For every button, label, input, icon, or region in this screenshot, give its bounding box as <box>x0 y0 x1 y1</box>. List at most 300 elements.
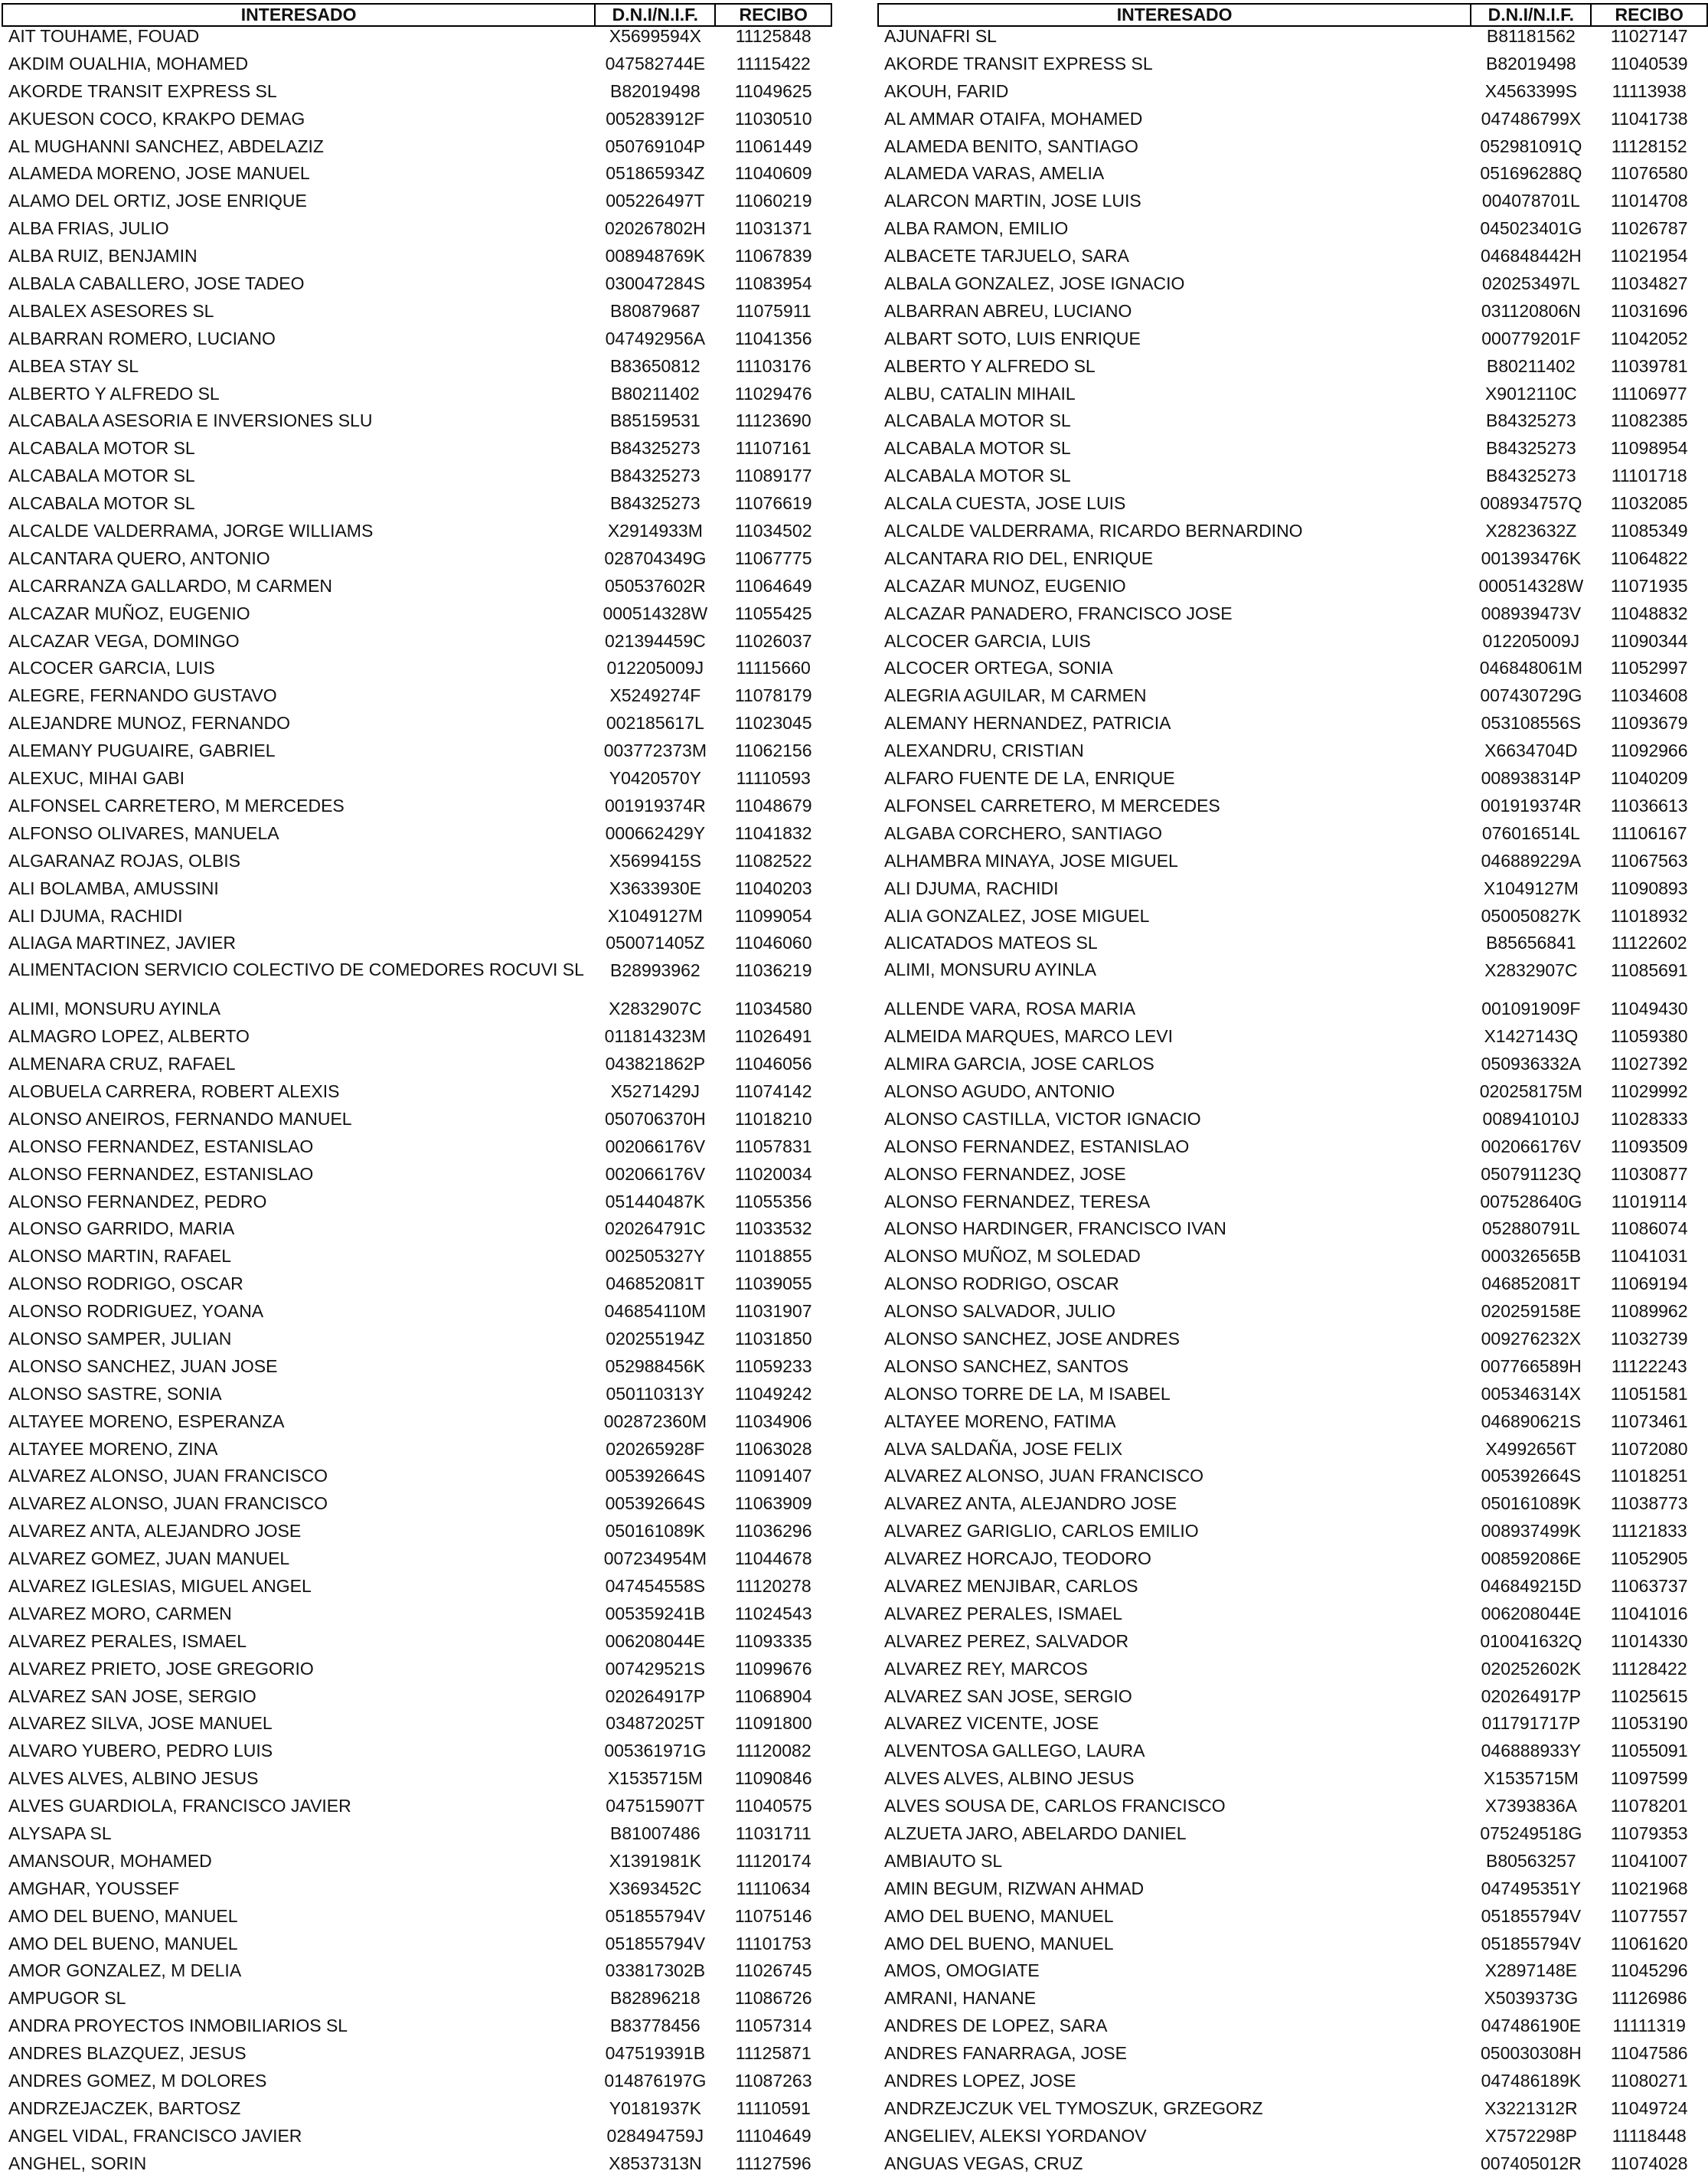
table-row <box>2 659 831 686</box>
table-row <box>2 2099 831 2127</box>
interesado-cell: ALVAREZ PRIETO, JOSE GREGORIO <box>8 1658 314 1679</box>
table-row <box>878 1989 1707 2016</box>
recibo-cell: 11069194 <box>1610 1273 1688 1294</box>
interesado-cell: ALVAREZ SAN JOSE, SERGIO <box>884 1685 1132 1706</box>
table-row <box>878 82 1707 110</box>
recibo-cell: 11014708 <box>1610 191 1688 211</box>
dni-cell: 046849215D <box>1480 1575 1582 1596</box>
dni-cell: X1535715M <box>607 1768 703 1789</box>
recibo-cell: 11127596 <box>735 2153 812 2173</box>
recibo-cell: 11125871 <box>735 2043 812 2064</box>
table-row <box>2 769 831 796</box>
table-row <box>2 1054 831 1082</box>
recibo-cell: 11115422 <box>736 53 811 74</box>
recibo-cell: 11031711 <box>735 1823 812 1843</box>
dni-cell: X1049127M <box>1483 878 1579 898</box>
recibo-cell: 11018932 <box>1610 905 1688 926</box>
interesado-cell: ALAMEDA MORENO, JOSE MANUEL <box>8 163 310 184</box>
recibo-cell: 11041031 <box>1610 1246 1688 1267</box>
table-row <box>2 329 831 357</box>
table-row <box>878 1522 1707 1549</box>
interesado-cell: ALBALA CABALLERO, JOSE TADEO <box>8 273 305 294</box>
interesado-cell: ALCABALA MOTOR SL <box>8 466 195 486</box>
interesado-cell: ALVAREZ PERALES, ISMAEL <box>884 1603 1123 1623</box>
interesado-cell: ALLENDE VARA, ROSA MARIA <box>884 999 1136 1019</box>
table-row <box>878 659 1707 686</box>
table-row <box>878 741 1707 769</box>
recibo-cell: 11042052 <box>1610 328 1688 348</box>
interesado-cell: ALIAGA MARTINEZ, JAVIER <box>8 933 236 953</box>
recibo-cell: 11099676 <box>734 1658 812 1679</box>
recibo-cell: 11091407 <box>734 1466 812 1486</box>
recibo-cell: 11093335 <box>734 1630 812 1651</box>
table-row <box>878 1741 1707 1769</box>
dni-cell: 008938314P <box>1481 768 1582 789</box>
dni-cell: 001919374R <box>1480 795 1582 816</box>
dni-cell: 001393476K <box>1481 548 1582 568</box>
table-row <box>2 2154 831 2182</box>
interesado-cell: ALFONSEL CARRETERO, M MERCEDES <box>8 795 345 816</box>
table-row <box>878 1440 1707 1467</box>
right-table <box>877 3 1708 2182</box>
interesado-cell: ALVAREZ SILVA, JOSE MANUEL <box>8 1713 273 1734</box>
dni-cell: X9012110C <box>1484 383 1577 404</box>
table-row <box>878 1494 1707 1522</box>
dni-cell: 046848061M <box>1479 658 1582 678</box>
table-row <box>2 164 831 191</box>
interesado-cell: ANGELIEV, ALEKSI YORDANOV <box>884 2125 1147 2146</box>
interesado-cell: ALCABALA MOTOR SL <box>884 438 1071 459</box>
recibo-cell: 11103176 <box>735 355 812 376</box>
table-row <box>878 1110 1707 1137</box>
recibo-cell: 11018855 <box>734 1246 812 1267</box>
recibo-cell: 11026037 <box>734 630 812 651</box>
table-row <box>878 1687 1707 1715</box>
recibo-cell: 11060219 <box>734 191 812 211</box>
recibo-cell: 11110591 <box>736 2097 811 2118</box>
interesado-cell: ALFARO FUENTE DE LA, ENRIQUE <box>884 768 1175 789</box>
interesado-cell: AMANSOUR, MOHAMED <box>8 1850 212 1871</box>
dni-cell: 047582744E <box>605 53 706 74</box>
recibo-cell: 11030877 <box>1610 1163 1688 1184</box>
table-row <box>2 274 831 302</box>
recibo-cell: 11104649 <box>735 2125 812 2146</box>
interesado-cell: ALAMO DEL ORTIZ, JOSE ENRIQUE <box>8 191 307 211</box>
dni-cell: 046854110M <box>604 1301 707 1322</box>
table-row <box>2 466 831 494</box>
table-row <box>2 54 831 82</box>
recibo-cell: 11039781 <box>1610 355 1688 376</box>
interesado-cell: AMO DEL BUENO, MANUEL <box>884 1905 1114 1926</box>
recibo-cell: 11080271 <box>1610 2071 1688 2091</box>
recibo-cell: 11076580 <box>1610 163 1688 184</box>
dni-cell: B85159531 <box>610 410 701 431</box>
table-row <box>2 494 831 521</box>
table-row <box>2 1412 831 1440</box>
left-header-row <box>2 4 831 26</box>
left-table <box>2 3 832 2182</box>
interesado-cell: ALYSAPA SL <box>8 1823 112 1843</box>
dni-cell: 007766589H <box>1480 1355 1582 1376</box>
dni-cell: 008948769K <box>605 246 706 266</box>
interesado-cell: ALIMI, MONSURU AYINLA <box>8 999 220 1019</box>
table-row <box>2 1522 831 1549</box>
recibo-cell: 11046060 <box>734 933 812 953</box>
table-row <box>2 219 831 247</box>
interesado-cell: ANGEL VIDAL, FRANCISCO JAVIER <box>8 2125 302 2146</box>
dni-cell: B28993962 <box>610 960 701 981</box>
interesado-cell: ALMAGRO LOPEZ, ALBERTO <box>8 1026 250 1047</box>
interesado-cell: ALONSO SANCHEZ, SANTOS <box>884 1355 1129 1376</box>
dni-cell: 050537602R <box>604 575 706 596</box>
recibo-cell: 11113938 <box>1612 80 1687 101</box>
header-interesado: INTERESADO <box>878 4 1471 26</box>
table-row <box>2 852 831 879</box>
dni-cell: 028704349G <box>604 548 707 568</box>
dni-cell: 051855794V <box>1481 1905 1582 1926</box>
dni-cell: 008934757Q <box>1480 493 1582 514</box>
interesado-cell: ALVAREZ ANTA, ALEJANDRO JOSE <box>8 1521 302 1542</box>
table-row <box>878 384 1707 412</box>
dni-cell: B80211402 <box>1486 355 1576 376</box>
recibo-cell: 11049724 <box>1610 2097 1688 2118</box>
recibo-cell: 11036613 <box>1610 795 1688 816</box>
table-row <box>2 1632 831 1659</box>
recibo-cell: 11014330 <box>1610 1630 1688 1651</box>
table-row <box>878 1219 1707 1247</box>
table-row <box>2 1961 831 1989</box>
interesado-cell: ALCARRANZA GALLARDO, M CARMEN <box>8 575 333 596</box>
interesado-cell: ANGUAS VEGAS, CRUZ <box>884 2153 1083 2173</box>
interesado-cell: AL AMMAR OTAIFA, MOHAMED <box>884 108 1143 129</box>
dni-cell: B80563257 <box>1486 1850 1576 1871</box>
table-row <box>878 1027 1707 1054</box>
dni-cell: B82019498 <box>1486 53 1576 74</box>
table-row <box>2 1274 831 1302</box>
table-row <box>878 1632 1707 1659</box>
recibo-cell: 11078201 <box>1610 1796 1688 1816</box>
dni-cell: 047486190E <box>1481 2016 1582 2036</box>
table-row <box>2 1769 831 1797</box>
table-row <box>878 2016 1707 2044</box>
interesado-cell: ALCABALA ASESORIA E INVERSIONES SLU <box>8 410 373 431</box>
interesado-cell: ALBARRAN ROMERO, LUCIANO <box>8 328 276 348</box>
table-row <box>2 999 831 1027</box>
dni-cell: B84325273 <box>1486 410 1576 431</box>
recibo-cell: 11120174 <box>735 1850 812 1871</box>
interesado-cell: ALCANTARA RIO DEL, ENRIQUE <box>884 548 1154 568</box>
recibo-cell: 11041832 <box>734 822 812 843</box>
recibo-cell: 11040609 <box>734 163 812 184</box>
recibo-cell: 11075146 <box>734 1905 812 1926</box>
dni-cell: X2897148E <box>1484 1960 1577 1981</box>
table-row <box>2 1549 831 1577</box>
dni-cell: B84325273 <box>610 466 701 486</box>
interesado-cell: AMPUGOR SL <box>8 1988 126 2009</box>
recibo-cell: 11125848 <box>735 26 812 46</box>
interesado-cell: AMOR GONZALEZ, M DELIA <box>8 1960 242 1981</box>
dni-cell: 004078701L <box>1481 191 1580 211</box>
recibo-cell: 11101718 <box>1611 466 1687 486</box>
right-header-row <box>878 4 1707 26</box>
table-row <box>878 1274 1707 1302</box>
dni-cell: 047495351Y <box>1481 1878 1582 1898</box>
dni-cell: 000514328W <box>1478 575 1584 596</box>
recibo-cell: 11047586 <box>1610 2043 1688 2064</box>
recibo-cell: 11064649 <box>734 575 812 596</box>
interesado-cell: ALCABALA MOTOR SL <box>8 493 195 514</box>
interesado-cell: ALEMANY PUGUAIRE, GABRIEL <box>8 741 276 761</box>
recibo-cell: 11055425 <box>734 603 812 623</box>
interesado-cell: ALCAZAR PANADERO, FRANCISCO JOSE <box>884 603 1233 623</box>
dni-cell: X8537313N <box>609 2153 702 2173</box>
table-row <box>2 1989 831 2016</box>
recibo-cell: 11090344 <box>1610 630 1688 651</box>
table-row <box>878 219 1707 247</box>
interesado-cell: ALVES GUARDIOLA, FRANCISCO JAVIER <box>8 1796 351 1816</box>
recibo-cell: 11120278 <box>735 1575 812 1596</box>
recibo-cell: 11038773 <box>1610 1493 1688 1514</box>
recibo-cell: 11036219 <box>734 960 812 981</box>
dni-cell: X1049127M <box>607 905 703 926</box>
dni-cell: B80879687 <box>610 300 701 321</box>
dni-cell: 051855794V <box>1481 1933 1582 1954</box>
dni-cell: 046852081T <box>606 1273 705 1294</box>
table-row <box>2 1824 831 1852</box>
table-row <box>2 110 831 137</box>
dni-cell: B84325273 <box>610 438 701 459</box>
table-row <box>878 1659 1707 1687</box>
dni-cell: X1427143Q <box>1484 1026 1579 1047</box>
table-row <box>878 2127 1707 2154</box>
recibo-cell: 11086726 <box>734 1988 812 2009</box>
recibo-cell: 11099054 <box>734 905 812 926</box>
interesado-cell: ALIA GONZALEZ, JOSE MIGUEL <box>884 905 1150 926</box>
recibo-cell: 11101753 <box>735 1933 812 1954</box>
table-row <box>878 686 1707 714</box>
recibo-cell: 11064822 <box>1610 548 1688 568</box>
interesado-cell: ALFONSO OLIVARES, MANUELA <box>8 822 279 843</box>
table-row <box>878 191 1707 219</box>
interesado-cell: ALBEA STAY SL <box>8 355 139 376</box>
recibo-cell: 11036296 <box>734 1521 812 1542</box>
dni-cell: 020265928F <box>606 1438 705 1459</box>
interesado-cell: ALMIRA GARCIA, JOSE CARLOS <box>884 1054 1154 1074</box>
interesado-cell: AMOS, OMOGIATE <box>884 1960 1040 1981</box>
recibo-cell: 11076619 <box>734 493 812 514</box>
recibo-cell: 11098954 <box>1610 438 1688 459</box>
dni-cell: 046848442H <box>1480 246 1582 266</box>
table-row <box>2 137 831 165</box>
interesado-cell: AMRANI, HANANE <box>884 1988 1037 2009</box>
table-row <box>878 1549 1707 1577</box>
dni-cell: 020259158E <box>1481 1301 1582 1322</box>
interesado-cell: ALONSO MUÑOZ, M SOLEDAD <box>884 1246 1141 1267</box>
table-row <box>2 741 831 769</box>
interesado-cell: ALBACETE TARJUELO, SARA <box>884 246 1129 266</box>
dni-cell: 051865934Z <box>606 163 705 184</box>
interesado-cell: AMBIAUTO SL <box>884 1850 1003 1871</box>
dni-cell: 014876197G <box>604 2071 707 2091</box>
dni-cell: 000779201F <box>1481 328 1581 348</box>
interesado-cell: ALVAREZ PEREZ, SALVADOR <box>884 1630 1129 1651</box>
table-row <box>2 1714 831 1741</box>
interesado-cell: ALONSO SANCHEZ, JUAN JOSE <box>8 1355 278 1376</box>
dni-cell: 050936332A <box>1481 1054 1582 1074</box>
recibo-cell: 11082385 <box>1610 410 1688 431</box>
dni-cell: 050161089K <box>605 1521 706 1542</box>
right-column <box>877 3 1708 2182</box>
recibo-cell: 11074142 <box>734 1081 812 1101</box>
interesado-cell: ALCABALA MOTOR SL <box>884 466 1071 486</box>
dni-cell: 012205009J <box>1482 630 1580 651</box>
recibo-cell: 11046056 <box>734 1054 812 1074</box>
table-row <box>878 769 1707 796</box>
dni-cell: 002066176V <box>605 1136 706 1156</box>
interesado-cell: AKORDE TRANSIT EXPRESS SL <box>8 80 277 101</box>
interesado-cell: ALFONSEL CARRETERO, M MERCEDES <box>884 795 1220 816</box>
table-row <box>2 1659 831 1687</box>
dni-cell: 006208044E <box>1481 1603 1582 1623</box>
interesado-cell: ALGABA CORCHERO, SANTIAGO <box>884 822 1162 843</box>
dni-cell: 005359241B <box>605 1603 706 1623</box>
interesado-cell: ALONSO FERNANDEZ, PEDRO <box>8 1191 267 1211</box>
table-row <box>878 466 1707 494</box>
dni-cell: 051440487K <box>605 1191 706 1211</box>
interesado-cell: ALCALA CUESTA, JOSE LUIS <box>884 493 1126 514</box>
dni-cell: X7393836A <box>1484 1796 1577 1816</box>
interesado-cell: ALBU, CATALIN MIHAIL <box>884 383 1076 404</box>
dni-cell: X2914933M <box>607 521 703 541</box>
dni-cell: 031120806N <box>1481 300 1581 321</box>
table-row <box>2 2044 831 2071</box>
recibo-cell: 11018210 <box>734 1108 812 1129</box>
dni-cell: X3221312R <box>1484 2097 1578 2118</box>
interesado-cell: ALEGRE, FERNANDO GUSTAVO <box>8 685 277 706</box>
table-row <box>2 26 831 54</box>
interesado-cell: ALVAREZ PERALES, ISMAEL <box>8 1630 247 1651</box>
interesado-cell: ALVAREZ IGLESIAS, MIGUEL ANGEL <box>8 1575 312 1596</box>
table-row <box>2 714 831 741</box>
table-row <box>878 54 1707 82</box>
dni-cell: X1535715M <box>1483 1768 1579 1789</box>
dni-cell: X1391981K <box>609 1850 701 1871</box>
interesado-cell: ANDRES FANARRAGA, JOSE <box>884 2043 1127 2064</box>
recibo-cell: 11067563 <box>1610 850 1688 871</box>
recibo-cell: 11041016 <box>1610 1603 1688 1623</box>
table-row <box>2 247 831 274</box>
recibo-cell: 11044678 <box>734 1548 812 1569</box>
table-row <box>878 824 1707 852</box>
dni-cell: 050791123Q <box>1481 1163 1582 1184</box>
dni-cell: 005346314X <box>1481 1383 1582 1404</box>
dni-cell: B82896218 <box>610 1988 701 2009</box>
table-row <box>878 999 1707 1027</box>
table-row <box>2 1852 831 1879</box>
interesado-cell: AKOUH, FARID <box>884 80 1009 101</box>
table-row <box>878 2154 1707 2182</box>
interesado-cell: ALVAREZ ALONSO, JUAN FRANCISCO <box>8 1493 328 1514</box>
recibo-cell: 11061449 <box>734 136 812 156</box>
interesado-cell: ALVAREZ HORCAJO, TEODORO <box>884 1548 1151 1569</box>
header-recibo: RECIBO <box>715 4 831 26</box>
recibo-cell: 11089177 <box>734 466 812 486</box>
recibo-cell: 11079353 <box>1610 1823 1688 1843</box>
table-row <box>2 824 831 852</box>
recibo-cell: 11051581 <box>1610 1383 1688 1404</box>
table-row <box>2 1110 831 1137</box>
interesado-cell: ALI BOLAMBA, AMUSSINI <box>8 878 219 898</box>
interesado-cell: ALI DJUMA, RACHIDI <box>884 878 1059 898</box>
dni-cell: 008937499K <box>1481 1521 1582 1542</box>
dni-cell: 051855794V <box>605 1933 706 1954</box>
recibo-cell: 11052905 <box>1610 1548 1688 1569</box>
dni-cell: X6634704D <box>1484 741 1578 761</box>
table-row <box>878 907 1707 934</box>
table-row <box>878 247 1707 274</box>
interesado-cell: ALVA SALDAÑA, JOSE FELIX <box>884 1438 1123 1459</box>
dni-cell: 001091909F <box>1481 999 1581 1019</box>
interesado-cell: ALVAREZ MENJIBAR, CARLOS <box>884 1575 1138 1596</box>
recibo-cell: 11040539 <box>1610 53 1688 74</box>
interesado-cell: ALCAZAR MUNOZ, EUGENIO <box>884 575 1126 596</box>
dni-cell: B84325273 <box>1486 438 1576 459</box>
dni-cell: 046889229A <box>1481 850 1582 871</box>
dni-cell: B84325273 <box>610 493 701 514</box>
interesado-cell: ALBA RUIZ, BENJAMIN <box>8 246 198 266</box>
table-row <box>878 411 1707 439</box>
interesado-cell: ALVES ALVES, ALBINO JESUS <box>884 1768 1135 1789</box>
table-row <box>2 1907 831 1934</box>
dni-cell: 007430729G <box>1480 685 1582 706</box>
dni-cell: 047454558S <box>605 1575 706 1596</box>
dni-cell: X5039373G <box>1484 1988 1579 2009</box>
dni-cell: 050769104P <box>605 136 706 156</box>
table-row <box>878 1192 1707 1220</box>
dni-cell: B83778456 <box>610 2016 701 2036</box>
dni-cell: X2832907C <box>609 999 702 1019</box>
interesado-cell: ALVES ALVES, ALBINO JESUS <box>8 1768 259 1789</box>
dni-cell: X2832907C <box>1484 960 1578 981</box>
table-row <box>878 1412 1707 1440</box>
dni-cell: 002066176V <box>605 1163 706 1184</box>
recibo-cell: 11068904 <box>734 1685 812 1706</box>
recibo-cell: 11021954 <box>1610 246 1688 266</box>
dni-cell: 011791717P <box>1481 1713 1581 1734</box>
dni-cell: X5699594X <box>609 26 701 46</box>
table-row <box>2 1357 831 1385</box>
dni-cell: 047515907T <box>606 1796 705 1816</box>
table-row <box>878 2071 1707 2099</box>
dni-cell: X4992656T <box>1485 1438 1577 1459</box>
interesado-cell: ALVAREZ ANTA, ALEJANDRO JOSE <box>884 1493 1177 1514</box>
interesado-cell: ALONSO MARTIN, RAFAEL <box>8 1246 231 1267</box>
recibo-cell: 11090846 <box>734 1768 812 1789</box>
interesado-cell: ALONSO FERNANDEZ, ESTANISLAO <box>884 1136 1190 1156</box>
table-row <box>2 384 831 412</box>
dni-cell: 047486189K <box>1481 2071 1582 2091</box>
interesado-cell: ALVES SOUSA DE, CARLOS FRANCISCO <box>884 1796 1226 1816</box>
dni-cell: 020253497L <box>1481 273 1580 294</box>
recibo-cell: 11034502 <box>734 521 812 541</box>
table-row <box>878 1329 1707 1357</box>
interesado-cell: ALTAYEE MORENO, ZINA <box>8 1438 218 1459</box>
interesado-cell: AJUNAFRI SL <box>884 26 997 46</box>
dni-cell: 020264791C <box>604 1218 706 1239</box>
interesado-cell: ALONSO AGUDO, ANTONIO <box>884 1081 1115 1101</box>
interesado-cell: AKDIM OUALHIA, MOHAMED <box>8 53 249 74</box>
recibo-cell: 11026491 <box>734 1026 812 1047</box>
